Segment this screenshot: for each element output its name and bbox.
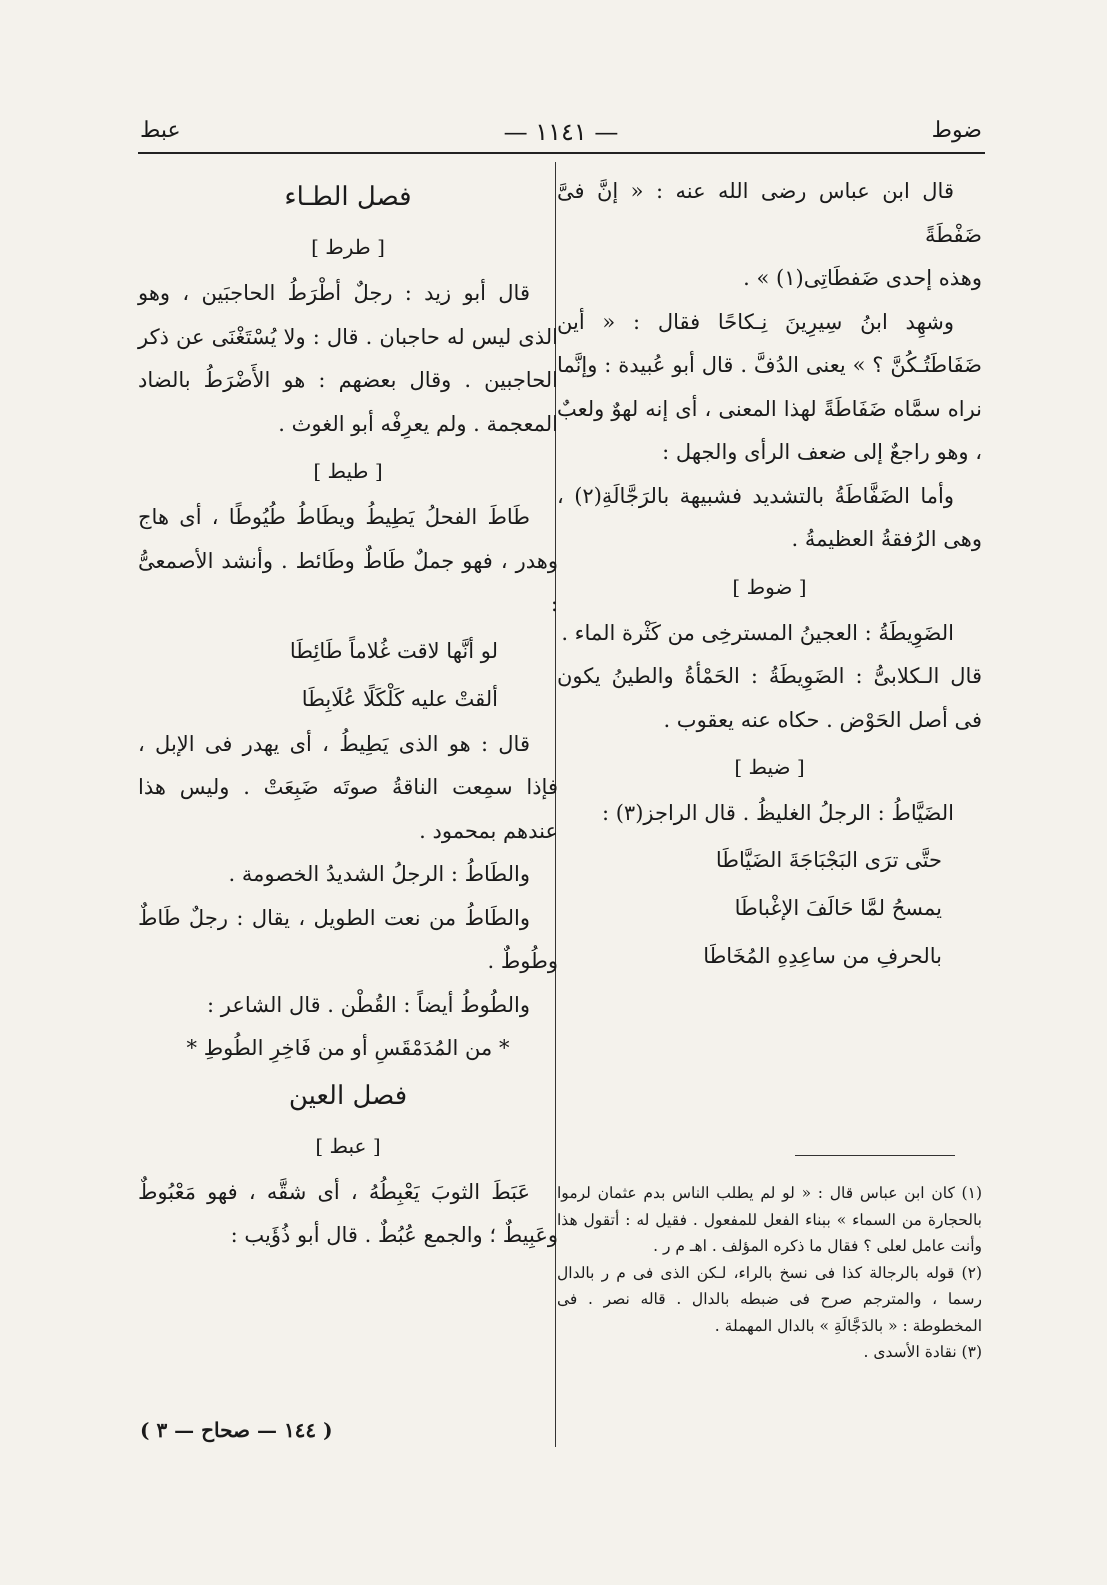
footnote: (٣) نقادة الأسدى . <box>863 1343 982 1361</box>
paragraph: قال أبو زيد : رجلٌ أطْرَطُ الحاجبَين ، وهو الذى ليس له حاجبان . قال : ولا يُسْتَغْنَى عن ذكر الحاجبين . وقال بعضهم : هو الأَضْرَطُ بالضاد المعجمة . ولم يعرِفْه أبو الغوث . <box>138 281 558 436</box>
paragraph: الضَيَّاطُ : الرجلُ الغليظُ . قال الراجز(٣) : <box>601 801 954 825</box>
paragraph: الضَوِيطَةُ : العجينُ المسترخِى من كَثْرة الماء . <box>561 620 954 645</box>
entry-heading: [ عبط ] <box>315 1133 381 1158</box>
paragraph: وأما الضَفَّاطَةُ بالتشديد فشبيهة بالرَجَّالَةِ(٢) ، وهى الرُفقةُ العظيمةُ . <box>557 483 982 551</box>
paragraph: عَبَطَ الثوبَ يَعْبِطُهُ ، أى شقَّه ، فهو مَعْبُوطٌ وعَبِيطٌ ؛ والجمع عُبُطٌ . قال أبو ذُؤَيب : <box>138 1179 558 1247</box>
footnotes <box>557 1180 982 1366</box>
paragraph: والطُوطُ أيضاً : القُطْن . قال الشاعر : <box>207 992 530 1017</box>
header-rule <box>138 152 985 154</box>
paragraph: قال الـكلابىُّ : الضَوِيطَةُ : الحَمْأةُ والطينُ يكون فى أصل الحَوْض . حكاه عنه يعقوب . <box>557 664 982 732</box>
verse-line: * من المُدَمْقَسِ أو من فَاخِرِ الطُوطِ * <box>186 1036 510 1060</box>
entry-heading: [ طرط ] <box>311 235 385 259</box>
header-right-word: ضوط <box>931 118 982 143</box>
verse-line: حتَّى ترَى البَجْبَاجَةَ الضَيَّاطَا <box>715 847 942 872</box>
header-left-word: عبط <box>140 118 181 143</box>
verse-line: لو أنَّها لاقت غُلاماً طَائِطَا <box>289 638 498 663</box>
chapter-heading: فصل الطـاء <box>284 182 412 212</box>
paragraph: وهذه إحدى ضَفطَاتِى(١) » . <box>743 266 982 290</box>
footnote: (٢) قوله بالرجالة كذا فى نسخ بالراء، لـكن الذى فى م ر بالدال رسما ، والمترجم صرح فى ضبطه بالدال . قاله نصر . فى المخطوطة : « بالدَجَّالَةِ » بالدال المهملة . <box>557 1263 982 1335</box>
verse-line: بالحرفِ من ساعِدِهِ المُخَاطَا <box>703 943 942 968</box>
right-column <box>557 170 982 980</box>
verse-line: يمسحُ لمَّا حَالَفَ الإغْباطَا <box>734 895 942 920</box>
paragraph: والطَاطُ من نعت الطويل ، يقال : رجلٌ طَاطٌ وطُوطٌ . <box>138 905 558 973</box>
entry-heading: [ طيط ] <box>313 459 383 483</box>
paragraph: وشهِد ابنُ سِيرِينَ نِـكاحًا فقال : « أين ضَفَاطَتُـكُنَّ ؟ » يعنى الدُفَّ . قال أبو عُبيدة : وإنَّما نراه سمَّاه ضَفَاطَةً لهذا المعنى ، أى إنه لهوٌ ولعبٌ ، وهو راجعٌ إلى ضعف الرأى والجهل : <box>557 309 982 464</box>
paragraph: والطَاطُ : الرجلُ الشديدُ الخصومة . <box>228 862 530 886</box>
footnote-rule <box>795 1155 955 1156</box>
paragraph: قال ابن عباس رضى الله عنه : « إنَّ فىَّ ضَفْطَةً <box>557 179 982 247</box>
page-number: — ١١٤١ — <box>503 118 619 146</box>
paragraph: قال : هو الذى يَطِيطُ ، أى يهدر فى الإبل ، فإذا سمِعت الناقةُ صوتَه ضَبِعَتْ . وليس هذا عندهم بمحمود . <box>138 731 558 843</box>
chapter-heading: فصل العين <box>288 1080 408 1111</box>
entry-heading: [ ضوط ] <box>732 574 807 599</box>
entry-heading: [ ضيط ] <box>734 755 805 779</box>
signature-mark: ( ١٤٤ — صحاح — ٣ ) <box>140 1418 333 1442</box>
verse-line: ألقتْ عليه كَلْكَلًا عُلَابِطَا <box>301 686 498 711</box>
left-column <box>138 172 558 1258</box>
footnote: (١) كان ابن عباس قال : « لو لم يطلب الناس بدم عثمان لرموا بالحجارة من السماء » ببناء الفعل للمفعول . فقيل له : أتقول هذا وأنت عامل لعلى ؟ فقال ما ذكره المؤلف . اهـ م ر . <box>557 1184 982 1255</box>
paragraph: طَاطَ الفحلُ يَطِيطُ ويطَاطُ طُيُوطًا ، أى هاج وهدر ، فهو جملٌ طَاطٌ وطَائط . وأنشد الأصمعىُّ : <box>138 505 558 616</box>
